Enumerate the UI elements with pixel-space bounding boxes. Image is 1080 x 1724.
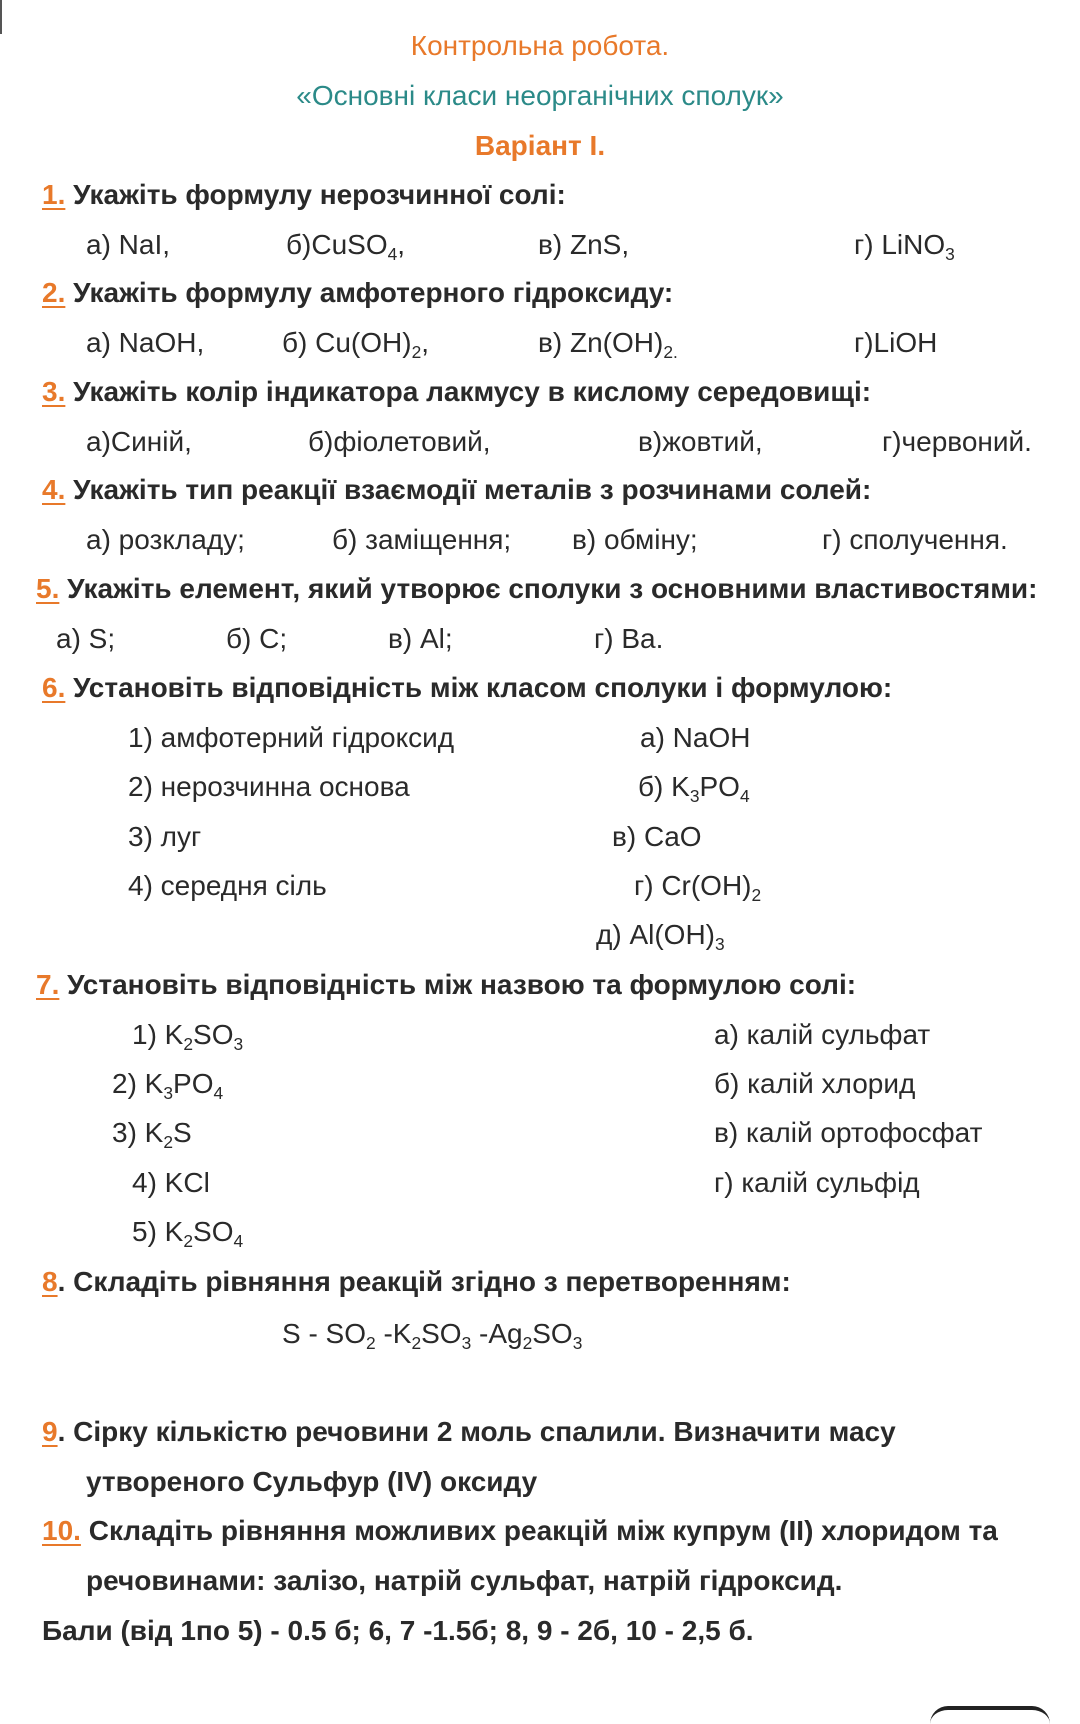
q7-right-a: а) калій сульфат — [714, 1019, 931, 1050]
q1-option-b: б)CuSO$_4$, — [286, 229, 406, 264]
q1-option-c: в) ZnS, — [538, 229, 630, 260]
page-edge-arc — [930, 1706, 1050, 1724]
q1-option-a: а) NaI, — [86, 229, 171, 260]
question-10: 10. Складіть рівняння можливих реакцій між купрум (II) хлоридом та — [42, 1515, 998, 1546]
question-3: 3. Укажіть колір індикатора лакмусу в кислому середовищі: — [42, 376, 872, 407]
q6-left-2: 2) нерозчинна основа — [128, 771, 410, 802]
q7-right-d: г) калій сульфід — [714, 1167, 920, 1198]
question-1: 1. Укажіть формулу нерозчинної солі: — [42, 179, 566, 210]
q7-left-4: 4) KCl — [132, 1167, 210, 1198]
q6-right-c: в) CaO — [612, 821, 702, 852]
question-8: 8. Складіть рівняння реакцій згідно з перетворенням: — [42, 1266, 791, 1297]
q5-option-d: г) Ba. — [594, 623, 664, 654]
q6-right-b: б) $K_3PO_4$ — [638, 771, 750, 806]
q7-left-1: 1) $K_2SO_3$ — [132, 1019, 244, 1054]
q4-option-a: а) розкладу; — [86, 524, 245, 555]
q2-option-c: в) $Zn(OH)_{2.}$ — [538, 327, 678, 362]
q6-right-e: д) $Al(OH)_3$ — [596, 919, 725, 954]
question-5: 5. Укажіть елемент, який утворює сполуки з основними властивостями: — [36, 573, 1038, 604]
q4-option-b: б) заміщення; — [332, 524, 512, 555]
scoring-note: Бали (від 1по 5) - 0.5 б; 6, 7 -1.5б; 8, 9 - 2б, 10 - 2,5 б. — [42, 1615, 754, 1646]
q7-right-c: в) калій ортофосфат — [714, 1117, 983, 1148]
q2-option-a: а) NaOH, — [86, 327, 205, 358]
question-9-line-2: утвореного Сульфур (IV) оксиду — [86, 1466, 538, 1497]
page-title: Контрольна робота. — [410, 30, 670, 61]
q5-option-b: б) С; — [226, 623, 288, 654]
page-subtitle: «Основні класи неорганічних сполук» — [296, 80, 784, 111]
q7-left-3: 3) $K_2S$ — [112, 1117, 192, 1152]
variant-label: Варіант І. — [474, 130, 606, 161]
q3-option-b: б)фіолетовий, — [308, 426, 491, 457]
q5-option-c: в) Al; — [388, 623, 453, 654]
q5-option-a: а) S; — [56, 623, 116, 654]
q7-left-2: 2) $K_3PO_4$ — [112, 1068, 224, 1103]
q6-left-3: 3) луг — [128, 821, 202, 852]
q6-left-1: 1) амфотерний гідроксид — [128, 722, 455, 753]
q2-option-d: г)LiOH — [854, 327, 938, 358]
question-2: 2. Укажіть формулу амфотерного гідроксиду: — [42, 277, 674, 308]
q6-right-a: а) NaOH — [640, 722, 751, 753]
q4-option-d: г) сполучення. — [822, 524, 1008, 555]
q4-option-c: в) обміну; — [572, 524, 698, 555]
q1-option-d: г) LiNO$_3$ — [854, 229, 955, 264]
q6-left-4: 4) середня сіль — [128, 870, 327, 901]
question-7: 7. Установіть відповідність між назвою та формулою солі: — [36, 969, 857, 1000]
q7-left-5: 5) $K_2SO_4$ — [132, 1216, 244, 1251]
question-4: 4. Укажіть тип реакції взаємодії металів з розчинами солей: — [42, 474, 872, 505]
q2-option-b: б) $Cu(OH)_2$, — [282, 327, 430, 362]
question-9: 9. Сірку кількістю речовини 2 моль спалили. Визначити масу — [42, 1416, 896, 1447]
q6-right-d: г) $Cr(OH)_2$ — [634, 870, 762, 905]
question-number: 1. — [42, 179, 66, 210]
question-6: 6. Установіть відповідність між класом сполуки і формулою: — [42, 672, 893, 703]
q3-option-a: а)Синій, — [86, 426, 192, 457]
q8-transformation-chain: S - $SO_2$ $-K_2SO_3$ $-Ag_2SO_3$ — [282, 1318, 583, 1353]
q3-option-d: г)червоний. — [882, 426, 1032, 457]
question-10-line-2: речовинами: залізо, натрій сульфат, натрій гідроксид. — [86, 1565, 843, 1596]
q7-right-b: б) калій хлорид — [714, 1068, 916, 1099]
q3-option-c: в)жовтий, — [638, 426, 763, 457]
